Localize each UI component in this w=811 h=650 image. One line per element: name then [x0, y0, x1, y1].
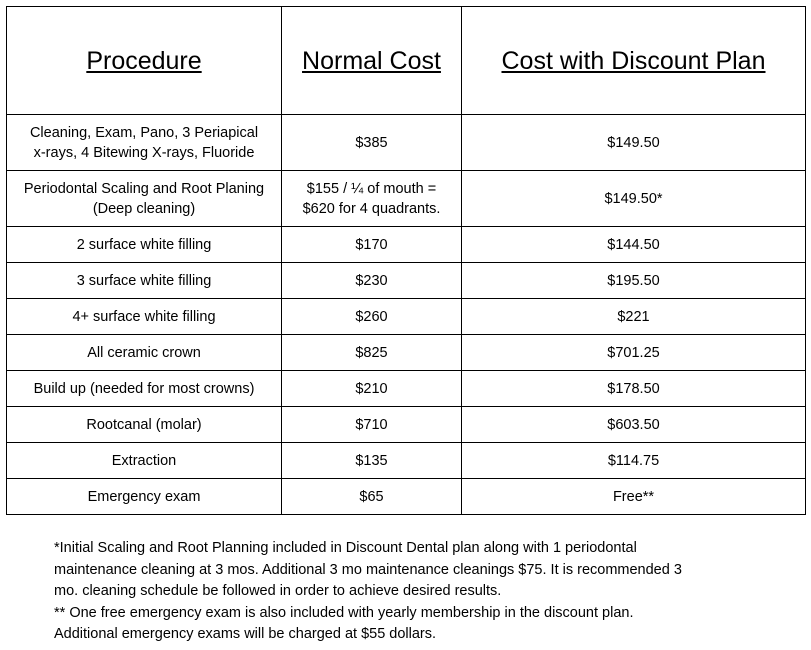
header-procedure: Procedure [7, 7, 282, 115]
discount-cost-cell: $195.50 [462, 263, 806, 299]
discount-cost-cell: Free** [462, 479, 806, 515]
footnote-line: mo. cleaning schedule be followed in order to achieve desired results. [54, 583, 502, 599]
discount-cost-cell: $149.50* [462, 171, 806, 227]
normal-cost-cell: $825 [282, 335, 462, 371]
discount-cost-cell: $149.50 [462, 115, 806, 171]
discount-cost-cell: $221 [462, 299, 806, 335]
discount-cost-cell: $701.25 [462, 335, 806, 371]
discount-cost-cell: $603.50 [462, 407, 806, 443]
normal-cost-cell: $210 [282, 371, 462, 407]
procedure-cell: Rootcanal (molar) [7, 407, 282, 443]
table-row [7, 335, 806, 371]
procedure-line: Periodontal Scaling and Root Planing [23, 180, 265, 197]
procedure-line: x-rays, 4 Bitewing X-rays, Fluoride [33, 144, 255, 161]
table-row [7, 227, 806, 263]
procedure-cell: Extraction [7, 443, 282, 479]
normal-cost-line: $620 for 4 quadrants. [302, 200, 441, 217]
footnote-line: maintenance cleaning at 3 mos. Additional 3 mo maintenance cleanings $75. It is recommended 3 [54, 561, 682, 578]
footnote-line: *Initial Scaling and Root Planning included in Discount Dental plan along with 1 periodontal [54, 540, 637, 556]
procedure-line: Cleaning, Exam, Pano, 3 Periapical [29, 124, 259, 141]
discount-cost-cell: $144.50 [462, 227, 806, 263]
procedure-cell [7, 171, 282, 227]
table-row [7, 407, 806, 443]
normal-cost-cell: $65 [282, 479, 462, 515]
normal-cost-cell: $135 [282, 443, 462, 479]
normal-cost-cell: $170 [282, 227, 462, 263]
normal-cost-cell: $230 [282, 263, 462, 299]
procedure-cell: All ceramic crown [7, 335, 282, 371]
table-row [7, 479, 806, 515]
footnotes [54, 538, 784, 646]
procedure-cell: Build up (needed for most crowns) [7, 371, 282, 407]
procedure-cell: Emergency exam [7, 479, 282, 515]
procedure-cell: 4+ surface white filling [7, 299, 282, 335]
table-row [7, 443, 806, 479]
footnote-line: ** One free emergency exam is also included with yearly membership in the discount plan. [54, 604, 634, 621]
normal-cost-cell [282, 171, 462, 227]
normal-cost-cell: $260 [282, 299, 462, 335]
table-row [7, 371, 806, 407]
footnote-line: Additional emergency exams will be charged at $55 dollars. [54, 626, 437, 642]
discount-cost-cell: $114.75 [462, 443, 806, 479]
procedure-cell: 2 surface white filling [7, 227, 282, 263]
table-row [7, 263, 806, 299]
pricing-table [6, 6, 806, 515]
procedure-cell: 3 surface white filling [7, 263, 282, 299]
table-row [7, 115, 806, 171]
table-row [7, 299, 806, 335]
procedure-cell [7, 115, 282, 171]
normal-cost-cell: $385 [282, 115, 462, 171]
header-discount-cost: Cost with Discount Plan [462, 7, 806, 115]
header-normal-cost: Normal Cost [282, 7, 462, 115]
discount-cost-cell: $178.50 [462, 371, 806, 407]
header-row [7, 7, 806, 115]
normal-cost-cell: $710 [282, 407, 462, 443]
normal-cost-line: $155 / ¼ of mouth = [306, 180, 437, 197]
procedure-line: (Deep cleaning) [92, 200, 196, 217]
table-row [7, 171, 806, 227]
